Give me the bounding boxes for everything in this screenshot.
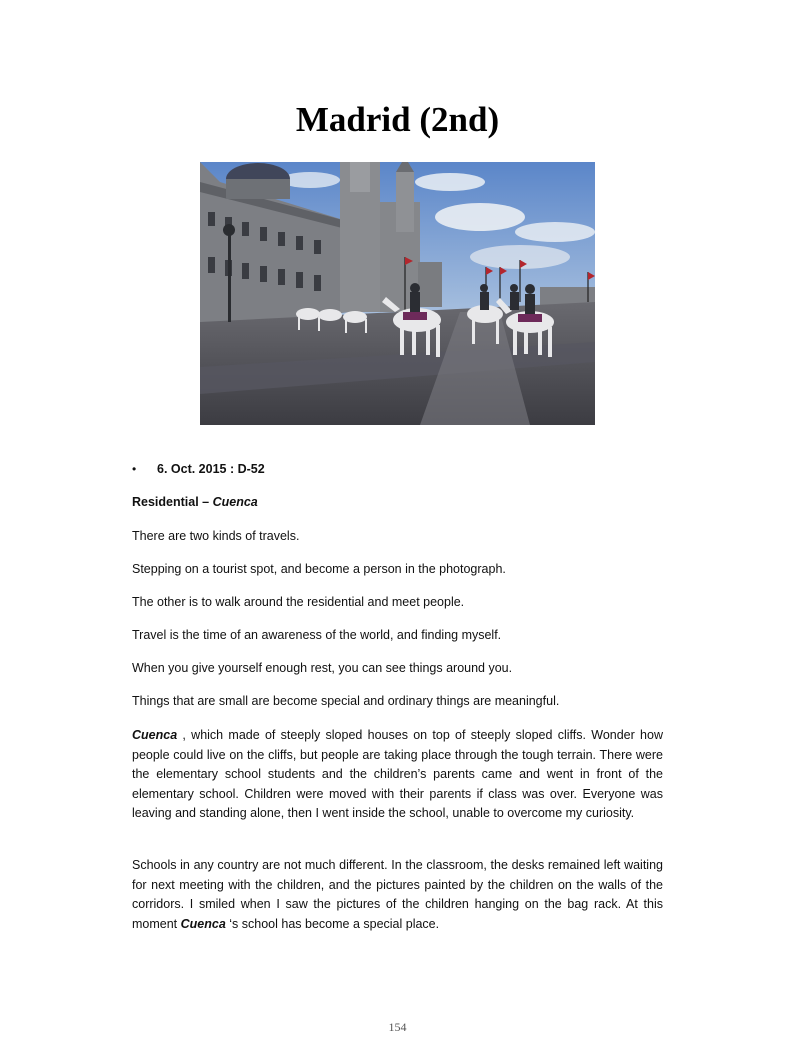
palace-photo bbox=[200, 162, 595, 425]
date-line: 6. Oct. 2015 : D-52 bbox=[157, 462, 265, 476]
paragraph-cuenca-cliffs bbox=[132, 726, 663, 824]
paragraph-text-end: ‘s school has become a special place. bbox=[225, 916, 440, 931]
page-title: Madrid (2nd) bbox=[295, 100, 500, 139]
photo-royal-palace-horse-guards bbox=[200, 162, 595, 425]
paragraph: The other is to walk around the residential and meet people. bbox=[132, 595, 465, 609]
heading-prefix: Residential – bbox=[132, 495, 213, 509]
paragraph: When you give yourself enough rest, you can see things around you. bbox=[132, 661, 513, 675]
paragraph: Things that are small are become special and ordinary things are meaningful. bbox=[132, 694, 560, 708]
paragraph-text: Schools in any country are not much different. In the classroom, the desks remained left waiting for next meeting with the children, and the pictures painted by the children on the walls of the corridors. I smiled when I saw the pictures of the children hanging on the bag rack. At this moment bbox=[132, 858, 663, 931]
place-name: Cuenca bbox=[132, 728, 178, 742]
heading-place: Cuenca bbox=[212, 495, 258, 509]
place-name: Cuenca bbox=[180, 916, 226, 931]
paragraph: Stepping on a tourist spot, and become a person in the photograph. bbox=[132, 562, 506, 576]
section-heading bbox=[132, 494, 258, 510]
paragraph: Travel is the time of an awareness of the world, and finding myself. bbox=[132, 628, 502, 642]
page-number: 154 bbox=[388, 1020, 407, 1034]
paragraph-text: , which made of steeply sloped houses on top of steeply sloped cliffs. Wonder how people could live on the cliffs, but people are taking place through the tough terrain. There were the elementary school students and the children’s parents came and went in front of the elementary school. Children were moved with their parents if class was over. Everyone was leaving and standing alone, then I went inside the school, unable to overcome my curiosity. bbox=[132, 728, 663, 820]
paragraph-schools bbox=[132, 856, 663, 934]
paragraph: There are two kinds of travels. bbox=[132, 529, 300, 543]
bullet-marker: • bbox=[132, 462, 137, 476]
